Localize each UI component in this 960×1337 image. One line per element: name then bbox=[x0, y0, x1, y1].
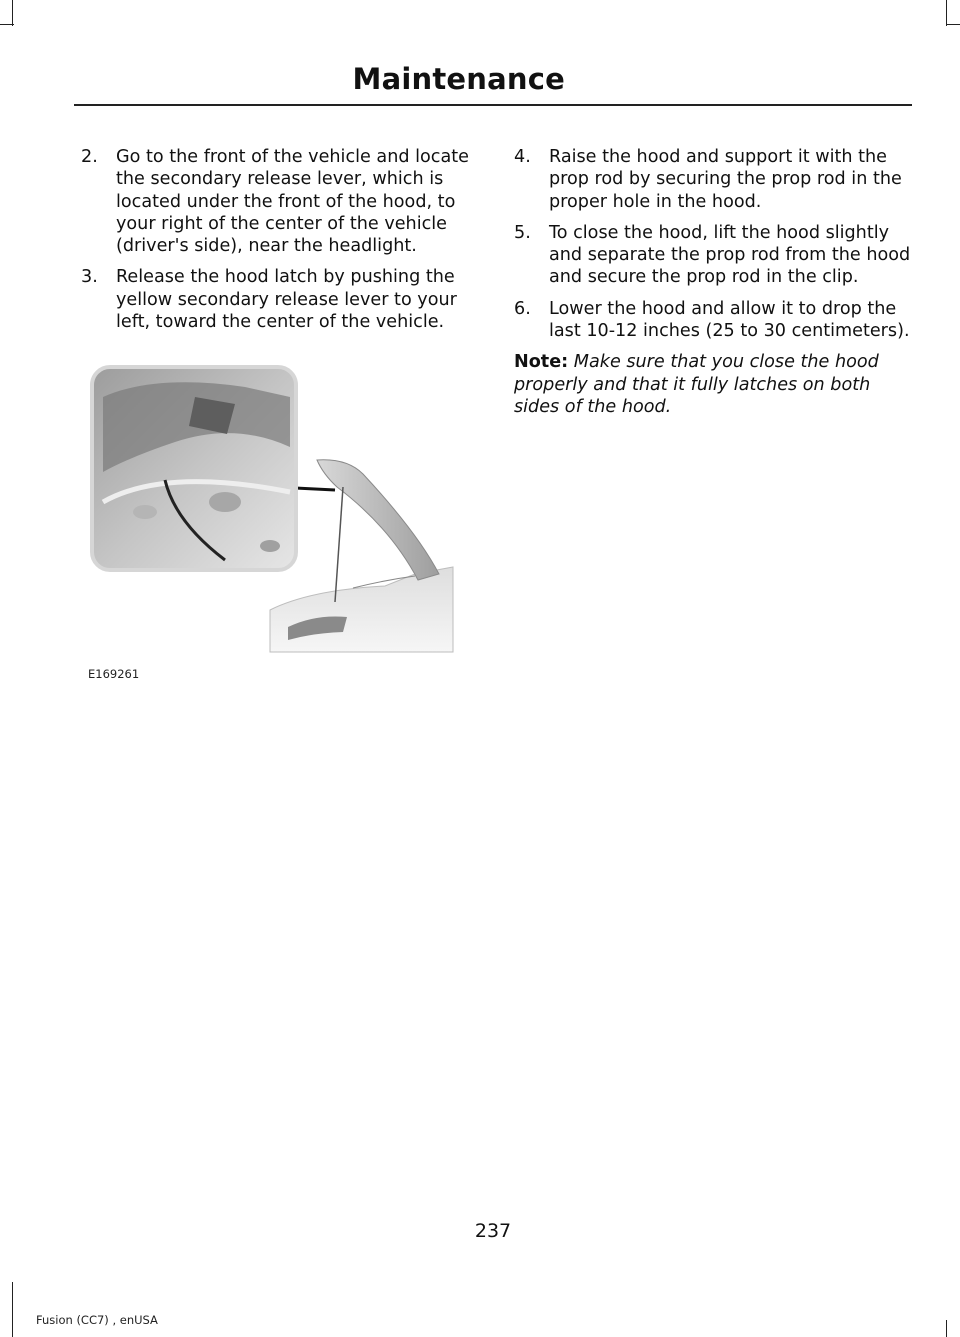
steps-list bbox=[81, 146, 477, 333]
step-number: 5. bbox=[514, 222, 531, 243]
header-rule bbox=[74, 104, 912, 106]
step-number: 3. bbox=[81, 267, 98, 288]
step-text: To close the hood, lift the hood slightly and separate the prop rod from the hood and secure the prop rod in the clip. bbox=[549, 222, 911, 288]
list-item bbox=[81, 266, 477, 333]
step-number: 6. bbox=[514, 298, 531, 319]
crop-mark bbox=[0, 24, 14, 25]
list-item bbox=[81, 146, 477, 257]
note bbox=[514, 351, 912, 418]
step-text: Raise the hood and support it with the prop rod by securing the prop rod in the proper hole in the hood. bbox=[549, 147, 902, 212]
page-number: 237 bbox=[474, 1220, 512, 1242]
page-title: Maintenance bbox=[352, 62, 565, 96]
footer-model: Fusion (CC7) , enUSA bbox=[36, 1313, 158, 1327]
crop-mark bbox=[12, 1282, 13, 1337]
right-column bbox=[514, 146, 912, 418]
steps-list bbox=[514, 146, 912, 342]
list-item bbox=[514, 298, 912, 343]
crop-mark bbox=[12, 0, 13, 26]
step-text: Release the hood latch by pushing the yellow secondary release lever to your left, toward the center of the vehicle. bbox=[116, 267, 457, 333]
crop-mark bbox=[946, 1320, 947, 1337]
step-text: Lower the hood and allow it to drop the last 10-12 inches (25 to 30 centimeters). bbox=[549, 298, 910, 342]
step-number: 4. bbox=[514, 147, 531, 167]
list-item bbox=[514, 146, 912, 213]
note-text: Make sure that you close the hood properly and that it fully latches on both sides of the hood. bbox=[514, 352, 879, 417]
figure-code: E169261 bbox=[88, 667, 140, 681]
crop-mark bbox=[946, 0, 947, 26]
crop-mark bbox=[946, 24, 960, 25]
hood-release-illustration bbox=[85, 362, 457, 662]
list-item bbox=[514, 222, 912, 289]
step-number: 2. bbox=[81, 147, 98, 167]
note-label: Note: bbox=[514, 352, 569, 373]
left-column bbox=[81, 146, 477, 342]
step-text: Go to the front of the vehicle and locate the secondary release lever, which is located under the front of the hood, to your right of the center of the vehicle (driver's side), near the headlight. bbox=[116, 147, 469, 257]
